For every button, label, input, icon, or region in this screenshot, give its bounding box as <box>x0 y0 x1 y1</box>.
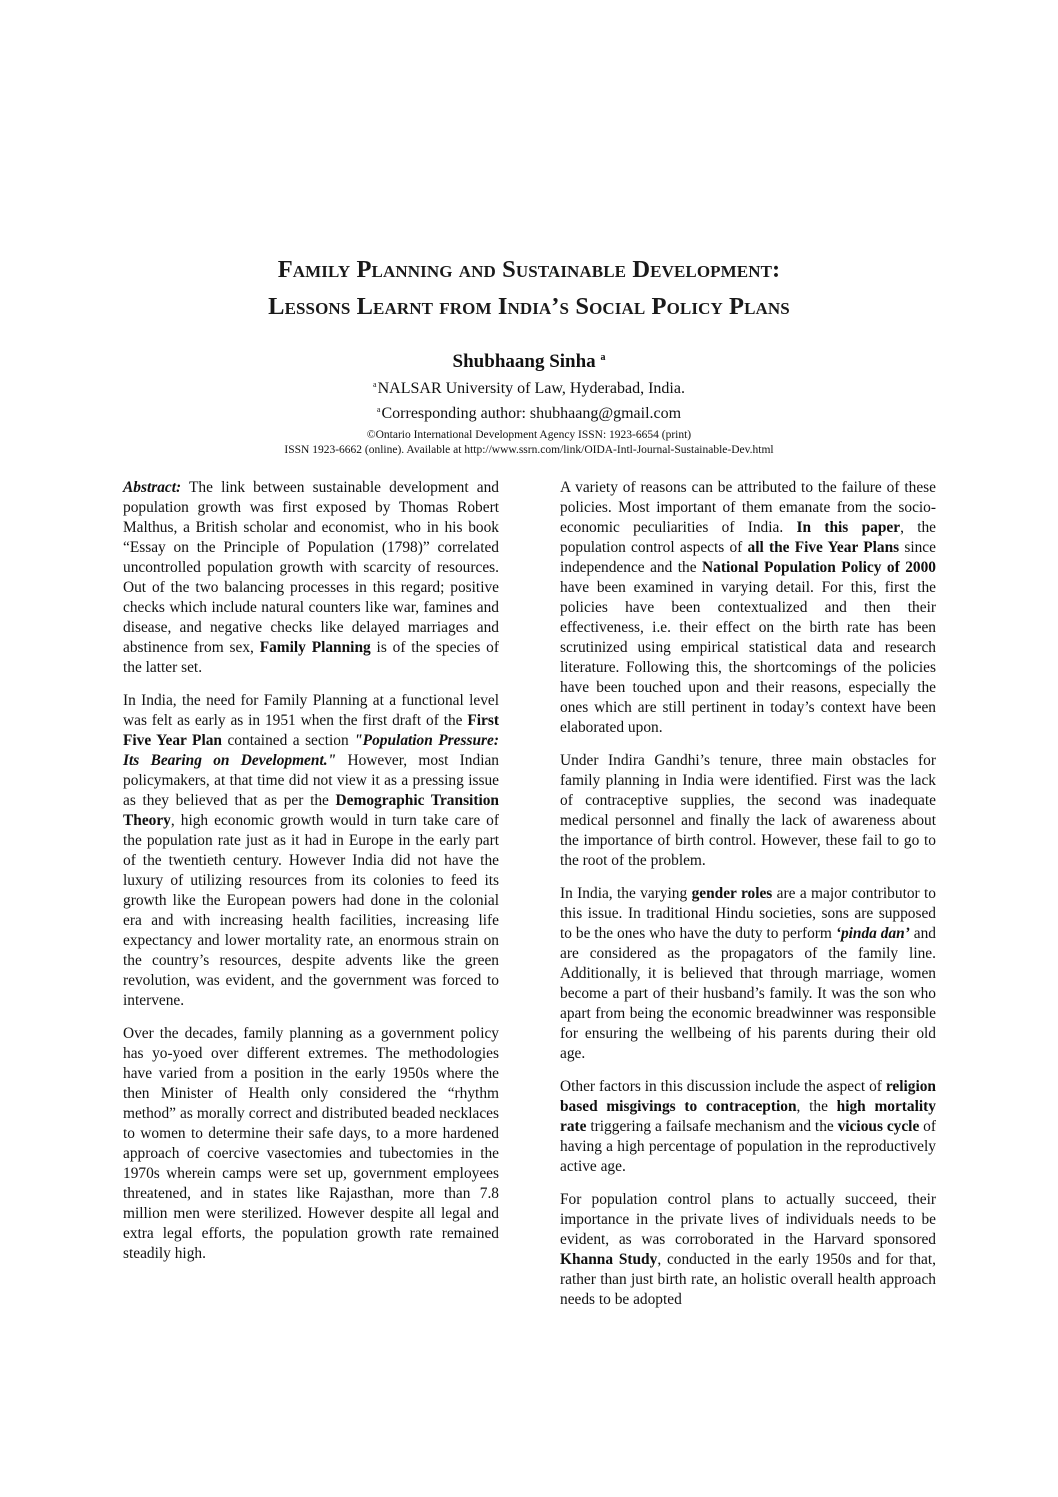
emphasis-text: vicious cycle <box>837 1118 920 1135</box>
body-text: In India, the need for Family Planning at a functional level was felt as early as in 1951 when the first draft of the <box>123 692 499 729</box>
publication-line-2: ISSN 1923-6662 (online). Available at http://www.ssrn.com/link/OIDA-Intl-Journal-Sustainable-Dev.html <box>284 444 774 456</box>
body-text: triggering a failsafe mechanism and the <box>586 1118 838 1135</box>
paragraph <box>123 1024 499 1264</box>
body-text: However, most Indian policymakers, at that time did not view it as a pressing issue as they believed that as per the <box>123 752 500 809</box>
body-text: Other factors in this discussion include the aspect of <box>560 1078 886 1095</box>
affiliation-superscript: a <box>373 380 377 389</box>
body-text: , the <box>796 1098 837 1115</box>
body-text: , the population control aspects of <box>560 519 937 556</box>
body-text: Over the decades, family planning as a government policy has yo-yoed over different extremes. The methodologies have varied from a position in the early 1950s where the then Minister of Health only considered the “rhythm method” as morally correct and distributed beaded necklaces to women to determine their safe days, to a more hardened approach of coercive vasectomies and tubectomies in the 1970s wherein camps were set up, government employees threatened, and in states like Rajasthan, more than 7.8 million men were sterilized. However despite all legal and extra legal efforts, the population growth rate remained steadily high. <box>123 1025 499 1262</box>
paragraph <box>560 1077 936 1177</box>
publication-line-1: ©Ontario International Development Agency ISSN: 1923-6654 (print) <box>366 429 692 441</box>
affiliation-line <box>0 374 1058 399</box>
author-block <box>0 346 1058 424</box>
body-text: The link between sustainable development and population growth was first exposed by Thomas Robert Malthus, a British scholar and economist, who in his book “Essay on the Principle of Population (1798)” correlated uncontrolled population growth with scarcity of resources. Out of the two balancing processes in this regard; positive checks which include natural counters like war, famines and disease, and negative checks like delayed marriages and abstinence from sex, <box>123 479 499 656</box>
emphasis-text: In this paper <box>796 519 901 536</box>
emphasis-text: Demographic Transition Theory <box>123 792 499 829</box>
body-text: have been examined in varying detail. For this, first the policies have been contextualized and then their effectiveness, i.e. their effect on the birth rate has been scrutinized using empirical statistical data and research literature. Following this, the shortcomings of the policies have been touched upon and their reasons, especially the ones which are still pertinent in today’s context have been elaborated upon. <box>560 579 936 736</box>
paper-title <box>0 251 1058 325</box>
paragraph <box>123 691 499 1011</box>
emphasis-text: all the Five Year Plans <box>747 539 900 556</box>
body-text: For population control plans to actually succeed, their importance in the private lives of individuals needs to be evident, as was corroborated in the Harvard sponsored <box>560 1191 936 1248</box>
body-text: is of the species of the latter set. <box>123 639 499 676</box>
publication-info <box>0 428 1058 458</box>
body-text: A variety of reasons can be attributed to the failure of these policies. Most important of them emanate from the socio-economic peculiarities of India. <box>560 479 936 536</box>
body-text: In India, the varying <box>560 885 692 902</box>
title-line-1: Family Planning and Sustainable Development: <box>277 256 781 283</box>
author-superscript: a <box>600 352 606 363</box>
paragraph <box>123 478 499 678</box>
paragraph <box>560 478 936 738</box>
body-text: , high economic growth would in turn take care of the population rate just as it had in Europe in the early part of the twentieth century. However India did not have the luxury of utilizing resources from its colonies to feed its growth like the European powers had done in the colonial era and with increasing health facilities, increasing life expectancy and lower mortality rate, an enormous strain on the country’s resources, despite advents like the green revolution, was evident, and the government was forced to intervene. <box>123 812 499 1009</box>
corresponding-line <box>0 399 1058 424</box>
body-text: and are considered as the propagators of the family line. Additionally, it is believed that through marriage, women become a part of their husband’s family. It was the son who apart from being the economic breadwinner was responsible for ensuring the wellbeing of his parents during their old age. <box>560 925 936 1062</box>
author-name-line <box>0 346 1058 374</box>
emphasis-text: religion based misgivings to contraception <box>560 1078 936 1115</box>
body-text: Under Indira Gandhi’s tenure, three main obstacles for family planning in India were identified. First was the lack of contraceptive supplies, the second was inadequate medical personnel and finally the lack of awareness about the importance of birth control. However, these fail to go to the root of the problem. <box>560 752 936 869</box>
paragraph <box>560 1190 936 1310</box>
emphasis-text: Family Planning <box>259 639 371 656</box>
paragraph <box>560 751 936 871</box>
emphasis-text: "Population Pressure: Its Bearing on Development." <box>123 732 499 769</box>
paragraph <box>560 884 936 1064</box>
body-text: of having a high percentage of population in the reproductively active age. <box>560 1118 937 1175</box>
emphasis-text: high mortality rate <box>560 1098 936 1135</box>
emphasis-text: ‘pinda dan’ <box>835 925 910 942</box>
corresponding-author: Corresponding author: shubhaang@gmail.com <box>381 405 682 422</box>
emphasis-text: First Five Year Plan <box>123 712 499 749</box>
emphasis-text: gender roles <box>691 885 773 902</box>
author-name: Shubhaang Sinha <box>452 351 596 372</box>
affiliation: NALSAR University of Law, Hyderabad, India. <box>377 380 685 397</box>
emphasis-text: Abstract: <box>123 479 182 496</box>
body-text: , conducted in the early 1950s and for that, rather than just birth rate, an holistic overall health approach needs to be adopted <box>560 1251 937 1308</box>
emphasis-text: National Population Policy of 2000 <box>702 559 936 576</box>
body-text: since independence and the <box>560 539 936 576</box>
title-line-2: Lessons Learnt from India’s Social Policy Plans <box>268 293 790 320</box>
body-text: contained a section <box>222 732 355 749</box>
corresponding-superscript: a <box>376 405 381 414</box>
right-column <box>560 478 936 1323</box>
body-text: are a major contributor to this issue. In traditional Hindu societies, sons are supposed to be the ones who have the duty to perform <box>560 885 936 942</box>
left-column <box>123 478 499 1277</box>
emphasis-text: Khanna Study <box>560 1251 658 1268</box>
